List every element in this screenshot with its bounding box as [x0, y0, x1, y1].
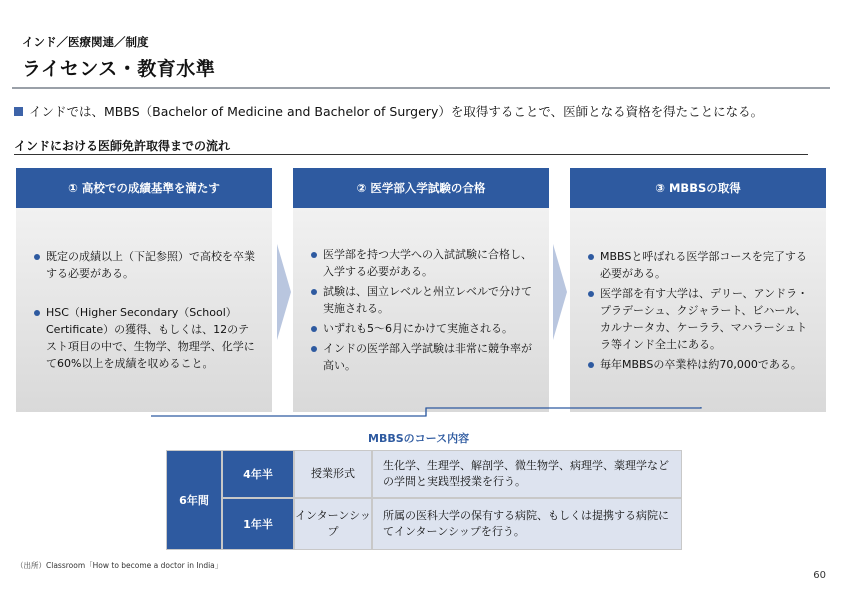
section-divider: [14, 154, 808, 155]
mbbs-course-table: [166, 450, 682, 550]
bracket-connector: [150, 407, 702, 417]
square-bullet-icon: [14, 107, 23, 116]
page-title: ライセンス・教育水準: [22, 58, 216, 80]
step-title: ② 医学部入学試験の合格: [293, 168, 549, 208]
table-row: [166, 450, 682, 498]
list-item: いずれも5～6月にかけて実施される。: [311, 320, 535, 337]
chevron-right-icon: [277, 244, 291, 340]
list-item: 医学部を有す大学は、デリー、アンドラ・プラデーシュ、クジャラート、ビハール、カルナータカ、ケーララ、マハラーシュトラ等インド全土にある。: [588, 285, 812, 353]
list-item: HSC（Higher Secondary（School）Certificate）の獲得、もしくは、12のテスト項目の中で、生物学、物理学、化学にて60%以上を成績を収めること。: [34, 304, 258, 372]
description-cell: 所属の医科大学の保有する病院、もしくは提携する病院にてインターンシップを行う。: [372, 498, 682, 550]
lead-text: インドでは、MBBS（Bachelor of Medicine and Bachelor of Surgery）を取得することで、医師となる資格を得たことになる。: [29, 104, 764, 119]
description-cell: 生化学、生理学、解剖学、微生物学、病理学、薬理学などの学問と実践型授業を行う。: [372, 450, 682, 498]
chevron-right-icon: [553, 244, 567, 340]
step-card-1: [16, 168, 272, 412]
list-item: 医学部を持つ大学への入試試験に合格し、入学する必要がある。: [311, 246, 535, 280]
type-cell: インターンシップ: [294, 498, 372, 550]
source-note: （出所）Classroom「How to become a doctor in India」: [16, 561, 223, 570]
step-title: ③ MBBSの取得: [570, 168, 826, 208]
type-cell: 授業形式: [294, 450, 372, 498]
step-card-3: [570, 168, 826, 412]
duration-cell: 1年半: [222, 498, 294, 550]
mbbs-course-heading: MBBSのコース内容: [368, 432, 470, 445]
list-item: インドの医学部入学試験は非常に競争率が高い。: [311, 340, 535, 374]
step-card-2: [293, 168, 549, 412]
total-duration-cell: 6年間: [166, 450, 222, 550]
page-number: 60: [813, 570, 826, 581]
list-item: 既定の成績以上（下記参照）で高校を卒業する必要がある。: [34, 248, 258, 282]
list-item: 毎年MBBSの卒業枠は約70,000である。: [588, 356, 812, 373]
table-row: [166, 498, 682, 550]
list-item: 試験は、国立レベルと州立レベルで分けて実施される。: [311, 283, 535, 317]
step-title: ① 高校での成績基準を満たす: [16, 168, 272, 208]
title-divider: [12, 87, 830, 89]
duration-cell: 4年半: [222, 450, 294, 498]
breadcrumb: インド／医療関連／制度: [22, 35, 149, 49]
lead-statement: [14, 102, 834, 120]
section-heading: インドにおける医師免許取得までの流れ: [14, 139, 231, 153]
list-item: MBBSと呼ばれる医学部コースを完了する必要がある。: [588, 248, 812, 282]
